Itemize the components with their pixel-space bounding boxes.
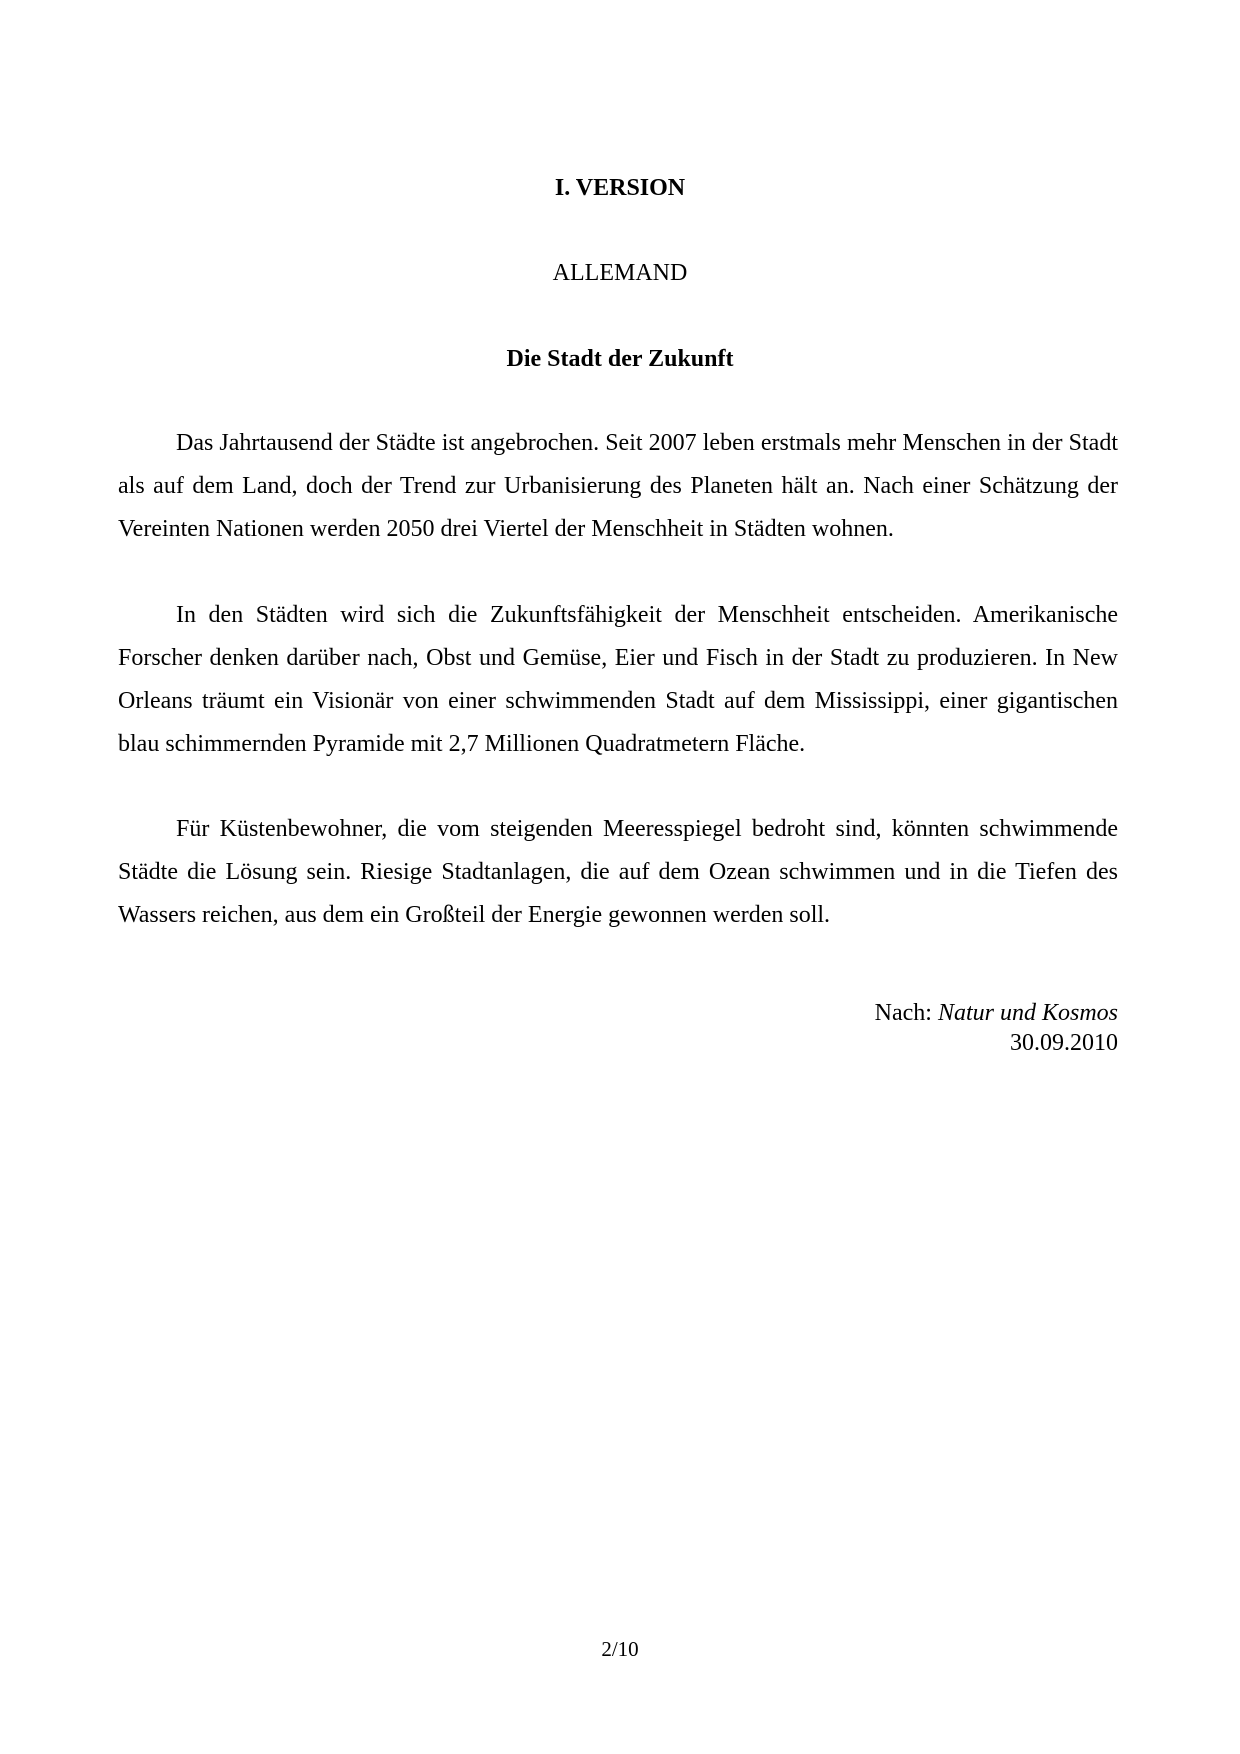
document-title: Die Stadt der Zukunft	[506, 346, 734, 372]
body-paragraph-1: Das Jahrtausend der Städte ist angebrochen. Seit 2007 leben erstmals mehr Menschen in der Stadt als auf dem Land, doch der Trend zur Urbanisierung des Planeten hält an. Nach einer Schätzung der Vereinten Nationen werden 2050 drei Viertel der Menschheit in Städten wohnen.	[118, 430, 1118, 542]
version-heading: I. VERSION	[554, 175, 686, 201]
body-paragraph-3: Für Küstenbewohner, die vom steigenden Meeresspiegel bedroht sind, könnten schwimmende Städte die Lösung sein. Riesige Stadtanlagen, die auf dem Ozean schwimmen und in die Tiefen des Wassers reichen, aus dem ein Großteil der Energie gewonnen werden soll.	[118, 816, 1118, 928]
page-number: 2/10	[601, 1637, 639, 1661]
source-date: 30.09.2010	[1010, 1030, 1118, 1056]
body-paragraph-2: In den Städten wird sich die Zukunftsfähigkeit der Menschheit entscheiden. Amerikanische Forscher denken darüber nach, Obst und Gemüse, Eier und Fisch in der Stadt zu produzieren. In New Orleans träumt ein Visionär von einer schwimmenden Stadt auf dem Mississippi, einer gigantischen blau schimmernden Pyramide mit 2,7 Millionen Quadratmetern Fläche.	[118, 602, 1118, 757]
source-publication: Natur und Kosmos	[937, 1000, 1118, 1026]
source-line	[618, 998, 1118, 1028]
source-citation	[618, 998, 1118, 1058]
source-prefix: Nach:	[874, 1000, 938, 1026]
subject-heading: ALLEMAND	[552, 260, 688, 286]
